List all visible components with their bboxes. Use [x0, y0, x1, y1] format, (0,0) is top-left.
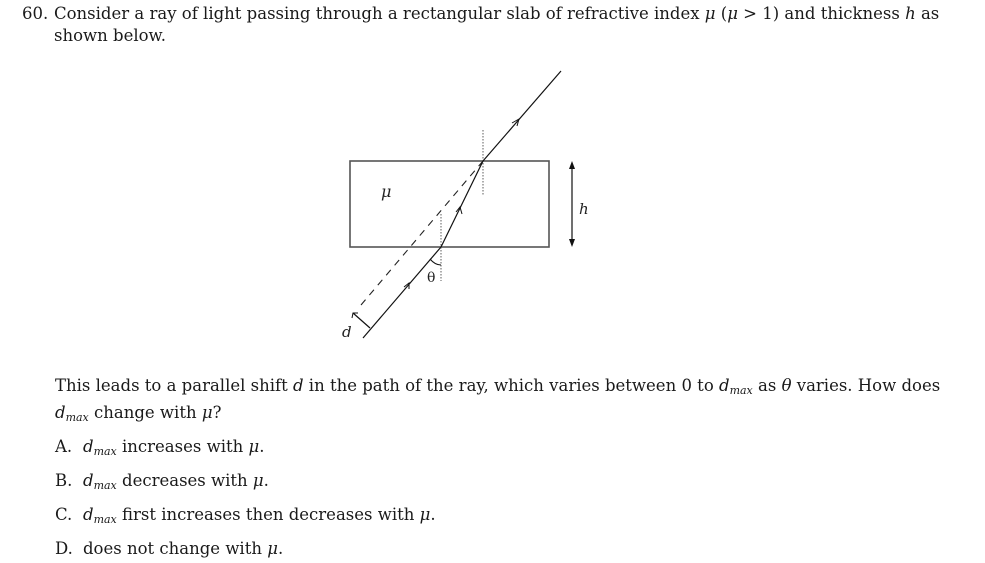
option-label: B.: [55, 471, 73, 490]
stem-text: (: [715, 4, 728, 23]
mu-symbol: μ: [252, 471, 264, 490]
mu-symbol: μ: [419, 505, 431, 524]
option-text: .: [430, 505, 436, 524]
para-text: This leads to a parallel shift: [55, 376, 293, 395]
option-text: .: [263, 471, 269, 490]
dmax-subscript: max: [65, 411, 89, 424]
stem-text: as: [915, 4, 940, 23]
option-text: increases with: [116, 437, 249, 456]
option-a[interactable]: [55, 432, 436, 466]
slab-mu-label: μ: [381, 182, 392, 201]
dmax-subscript: max: [93, 479, 117, 492]
slab-rectangle: [350, 161, 549, 247]
dmax-symbol: d: [55, 403, 66, 422]
dmax-subscript: max: [93, 513, 117, 526]
dmax-symbol: d: [719, 376, 730, 395]
answer-options: [55, 432, 436, 563]
option-text: decreases with: [116, 471, 253, 490]
option-c[interactable]: [55, 500, 436, 534]
h-symbol: h: [905, 4, 916, 23]
dmax-subscript: max: [93, 445, 117, 458]
dmax-symbol: d: [83, 471, 94, 490]
dmax-symbol: d: [83, 437, 94, 456]
mu-symbol: μ: [248, 437, 260, 456]
incident-ray: [363, 247, 441, 338]
para-text: as: [752, 376, 782, 395]
arrowhead-icon: [512, 119, 519, 126]
dmax-symbol: d: [83, 505, 94, 524]
option-label: C.: [55, 505, 73, 524]
option-label: D.: [55, 539, 73, 558]
option-b[interactable]: [55, 466, 436, 500]
question-number: 60.: [22, 4, 49, 23]
option-d[interactable]: [55, 534, 436, 563]
mu-symbol: μ: [201, 403, 213, 422]
mu-symbol: μ: [267, 539, 278, 558]
thickness-h-label: h: [579, 200, 589, 218]
stem-text: > 1) and thickness: [737, 4, 906, 23]
d-symbol: d: [293, 376, 304, 395]
theta-symbol: θ: [781, 376, 792, 395]
stem-line-2: shown below.: [54, 26, 166, 45]
option-label: A.: [55, 437, 73, 456]
angle-theta-label: θ: [427, 270, 436, 286]
option-text: .: [259, 437, 265, 456]
angle-arc: [430, 259, 441, 265]
refracted-ray: [441, 161, 483, 247]
arrowhead-icon: [569, 161, 575, 169]
stem-text: Consider a ray of light passing through a rectangular slab of refractive index: [54, 4, 705, 23]
option-text: does not change with: [83, 539, 268, 558]
undeviated-path-dashed: [361, 161, 483, 305]
dmax-subscript: max: [729, 384, 753, 397]
para-text: change with: [88, 403, 202, 422]
para-text: varies. How does: [791, 376, 941, 395]
shift-marker: [353, 313, 370, 328]
option-text: first increases then decreases with: [116, 505, 420, 524]
mu-symbol: μ: [727, 4, 738, 23]
mu-symbol: μ: [704, 4, 716, 23]
shift-d-label: d: [342, 323, 352, 341]
arrowhead-icon: [569, 239, 575, 247]
emergent-ray: [483, 71, 561, 161]
option-text: .: [277, 539, 284, 558]
question-paragraph-2: [55, 375, 955, 429]
para-text: ?: [212, 403, 222, 422]
para-text: in the path of the ray, which varies between 0 to: [303, 376, 719, 395]
